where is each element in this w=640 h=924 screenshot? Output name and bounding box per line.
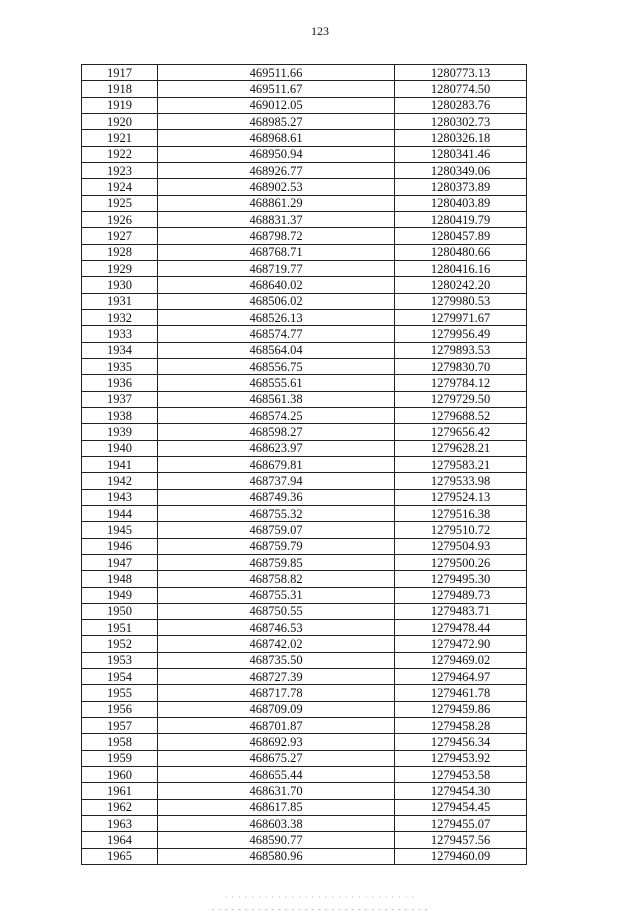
y-coordinate-cell: 1279455.07 [395,816,527,832]
table-row [82,228,527,244]
x-coordinate-cell: 468831.37 [158,211,395,227]
table-row [82,718,527,734]
point-number-cell: 1955 [82,685,158,701]
y-coordinate-cell: 1279628.21 [395,440,527,456]
point-number-cell: 1960 [82,767,158,783]
table-row [82,65,527,81]
point-number-cell: 1927 [82,228,158,244]
x-coordinate-cell: 469012.05 [158,97,395,113]
point-number-cell: 1928 [82,244,158,260]
y-coordinate-cell: 1279656.42 [395,424,527,440]
table-row [82,783,527,799]
y-coordinate-cell: 1279516.38 [395,505,527,521]
x-coordinate-cell: 468526.13 [158,309,395,325]
x-coordinate-cell: 468755.31 [158,587,395,603]
x-coordinate-cell: 468902.53 [158,179,395,195]
y-coordinate-cell: 1279456.34 [395,734,527,750]
y-coordinate-cell: 1280419.79 [395,211,527,227]
table-row [82,309,527,325]
table-row [82,146,527,162]
y-coordinate-cell: 1280302.73 [395,113,527,129]
y-coordinate-cell: 1280373.89 [395,179,527,195]
table-row [82,620,527,636]
table-row [82,179,527,195]
point-number-cell: 1925 [82,195,158,211]
table-row [82,603,527,619]
table-row [82,848,527,864]
table-row [82,113,527,129]
y-coordinate-cell: 1280403.89 [395,195,527,211]
y-coordinate-cell: 1279504.93 [395,538,527,554]
point-number-cell: 1936 [82,375,158,391]
point-number-cell: 1934 [82,342,158,358]
table-row [82,489,527,505]
x-coordinate-cell: 468717.78 [158,685,395,701]
y-coordinate-cell: 1280283.76 [395,97,527,113]
bottom-scan-dots: · · · · · · · · · · · · · · · · · · · · · · · · · · · · · [224,893,416,902]
point-number-cell: 1945 [82,522,158,538]
x-coordinate-cell: 468719.77 [158,260,395,276]
y-coordinate-cell: 1279893.53 [395,342,527,358]
table-row [82,832,527,848]
point-number-cell: 1950 [82,603,158,619]
y-coordinate-cell: 1279510.72 [395,522,527,538]
table-row [82,538,527,554]
point-number-cell: 1930 [82,277,158,293]
y-coordinate-cell: 1279457.56 [395,832,527,848]
y-coordinate-cell: 1279459.86 [395,701,527,717]
point-number-cell: 1964 [82,832,158,848]
x-coordinate-cell: 468561.38 [158,391,395,407]
y-coordinate-cell: 1280457.89 [395,228,527,244]
table-row [82,685,527,701]
point-number-cell: 1941 [82,456,158,472]
point-number-cell: 1948 [82,571,158,587]
table-row [82,407,527,423]
y-coordinate-cell: 1280416.16 [395,260,527,276]
point-number-cell: 1958 [82,734,158,750]
point-number-cell: 1962 [82,799,158,815]
x-coordinate-cell: 468590.77 [158,832,395,848]
x-coordinate-cell: 468759.85 [158,554,395,570]
point-number-cell: 1952 [82,636,158,652]
y-coordinate-cell: 1279956.49 [395,326,527,342]
point-number-cell: 1921 [82,130,158,146]
point-number-cell: 1922 [82,146,158,162]
x-coordinate-cell: 468985.27 [158,113,395,129]
x-coordinate-cell: 468742.02 [158,636,395,652]
y-coordinate-cell: 1279454.30 [395,783,527,799]
point-number-cell: 1924 [82,179,158,195]
point-number-cell: 1959 [82,750,158,766]
x-coordinate-cell: 468555.61 [158,375,395,391]
x-coordinate-cell: 468675.27 [158,750,395,766]
y-coordinate-cell: 1279478.44 [395,620,527,636]
point-number-cell: 1963 [82,816,158,832]
x-coordinate-cell: 468603.38 [158,816,395,832]
y-coordinate-cell: 1279980.53 [395,293,527,309]
x-coordinate-cell: 468798.72 [158,228,395,244]
x-coordinate-cell: 468631.70 [158,783,395,799]
point-number-cell: 1926 [82,211,158,227]
point-number-cell: 1933 [82,326,158,342]
y-coordinate-cell: 1280341.46 [395,146,527,162]
table-row [82,554,527,570]
table-row [82,669,527,685]
y-coordinate-cell: 1279464.97 [395,669,527,685]
x-coordinate-cell: 468701.87 [158,718,395,734]
x-coordinate-cell: 468617.85 [158,799,395,815]
point-number-cell: 1951 [82,620,158,636]
x-coordinate-cell: 468709.09 [158,701,395,717]
table-row [82,293,527,309]
y-coordinate-cell: 1279533.98 [395,473,527,489]
table-row [82,652,527,668]
table-row [82,636,527,652]
y-coordinate-cell: 1279454.45 [395,799,527,815]
point-number-cell: 1946 [82,538,158,554]
table-row [82,358,527,374]
table-row [82,260,527,276]
y-coordinate-cell: 1279460.09 [395,848,527,864]
x-coordinate-cell: 468759.07 [158,522,395,538]
x-coordinate-cell: 468640.02 [158,277,395,293]
point-number-cell: 1943 [82,489,158,505]
point-number-cell: 1932 [82,309,158,325]
x-coordinate-cell: 468727.39 [158,669,395,685]
y-coordinate-cell: 1280242.20 [395,277,527,293]
point-number-cell: 1961 [82,783,158,799]
coordinates-table [81,64,527,865]
point-number-cell: 1947 [82,554,158,570]
table-row [82,767,527,783]
y-coordinate-cell: 1279489.73 [395,587,527,603]
x-coordinate-cell: 468692.93 [158,734,395,750]
table-row [82,816,527,832]
point-number-cell: 1965 [82,848,158,864]
point-number-cell: 1918 [82,81,158,97]
x-coordinate-cell: 468746.53 [158,620,395,636]
point-number-cell: 1931 [82,293,158,309]
point-number-cell: 1937 [82,391,158,407]
x-coordinate-cell: 468758.82 [158,571,395,587]
table-row [82,571,527,587]
table-row [82,162,527,178]
point-number-cell: 1919 [82,97,158,113]
table-row [82,97,527,113]
y-coordinate-cell: 1279500.26 [395,554,527,570]
point-number-cell: 1944 [82,505,158,521]
table-row [82,211,527,227]
x-coordinate-cell: 468506.02 [158,293,395,309]
y-coordinate-cell: 1280480.66 [395,244,527,260]
page-number: 123 [311,24,329,38]
table-row [82,244,527,260]
y-coordinate-cell: 1280349.06 [395,162,527,178]
point-number-cell: 1942 [82,473,158,489]
table-row [82,734,527,750]
y-coordinate-cell: 1279971.67 [395,309,527,325]
table-row [82,750,527,766]
x-coordinate-cell: 468655.44 [158,767,395,783]
x-coordinate-cell: 468861.29 [158,195,395,211]
point-number-cell: 1956 [82,701,158,717]
y-coordinate-cell: 1279688.52 [395,407,527,423]
table-row [82,456,527,472]
table-row [82,375,527,391]
x-coordinate-cell: 468737.94 [158,473,395,489]
bottom-scan-line: - - - - - - - - - - - - - - - - - - - - - - - - - - - - - - - - - [211,905,429,914]
x-coordinate-cell: 468749.36 [158,489,395,505]
table-row [82,277,527,293]
x-coordinate-cell: 468564.04 [158,342,395,358]
x-coordinate-cell: 468926.77 [158,162,395,178]
table-row [82,195,527,211]
x-coordinate-cell: 468950.94 [158,146,395,162]
y-coordinate-cell: 1279524.13 [395,489,527,505]
y-coordinate-cell: 1279483.71 [395,603,527,619]
y-coordinate-cell: 1279495.30 [395,571,527,587]
y-coordinate-cell: 1279729.50 [395,391,527,407]
y-coordinate-cell: 1280773.13 [395,65,527,81]
table-row [82,130,527,146]
table-row [82,522,527,538]
table-row [82,440,527,456]
table-row [82,587,527,603]
table-row [82,505,527,521]
point-number-cell: 1953 [82,652,158,668]
x-coordinate-cell: 468580.96 [158,848,395,864]
table-row [82,799,527,815]
table-row [82,391,527,407]
point-number-cell: 1935 [82,358,158,374]
table-row [82,424,527,440]
y-coordinate-cell: 1279453.58 [395,767,527,783]
x-coordinate-cell: 468556.75 [158,358,395,374]
y-coordinate-cell: 1279583.21 [395,456,527,472]
y-coordinate-cell: 1280326.18 [395,130,527,146]
point-number-cell: 1923 [82,162,158,178]
y-coordinate-cell: 1280774.50 [395,81,527,97]
x-coordinate-cell: 468759.79 [158,538,395,554]
table-row [82,701,527,717]
point-number-cell: 1957 [82,718,158,734]
y-coordinate-cell: 1279469.02 [395,652,527,668]
x-coordinate-cell: 468755.32 [158,505,395,521]
coordinates-table-body [82,65,527,865]
point-number-cell: 1920 [82,113,158,129]
table-row [82,81,527,97]
point-number-cell: 1938 [82,407,158,423]
x-coordinate-cell: 468574.25 [158,407,395,423]
table-row [82,326,527,342]
table-row [82,342,527,358]
x-coordinate-cell: 468735.50 [158,652,395,668]
point-number-cell: 1949 [82,587,158,603]
x-coordinate-cell: 468623.97 [158,440,395,456]
x-coordinate-cell: 468768.71 [158,244,395,260]
y-coordinate-cell: 1279784.12 [395,375,527,391]
y-coordinate-cell: 1279461.78 [395,685,527,701]
table-row [82,473,527,489]
x-coordinate-cell: 468598.27 [158,424,395,440]
y-coordinate-cell: 1279472.90 [395,636,527,652]
x-coordinate-cell: 468750.55 [158,603,395,619]
point-number-cell: 1939 [82,424,158,440]
x-coordinate-cell: 469511.66 [158,65,395,81]
point-number-cell: 1929 [82,260,158,276]
x-coordinate-cell: 468574.77 [158,326,395,342]
y-coordinate-cell: 1279453.92 [395,750,527,766]
x-coordinate-cell: 469511.67 [158,81,395,97]
x-coordinate-cell: 468679.81 [158,456,395,472]
point-number-cell: 1917 [82,65,158,81]
point-number-cell: 1954 [82,669,158,685]
y-coordinate-cell: 1279830.70 [395,358,527,374]
y-coordinate-cell: 1279458.28 [395,718,527,734]
point-number-cell: 1940 [82,440,158,456]
x-coordinate-cell: 468968.61 [158,130,395,146]
